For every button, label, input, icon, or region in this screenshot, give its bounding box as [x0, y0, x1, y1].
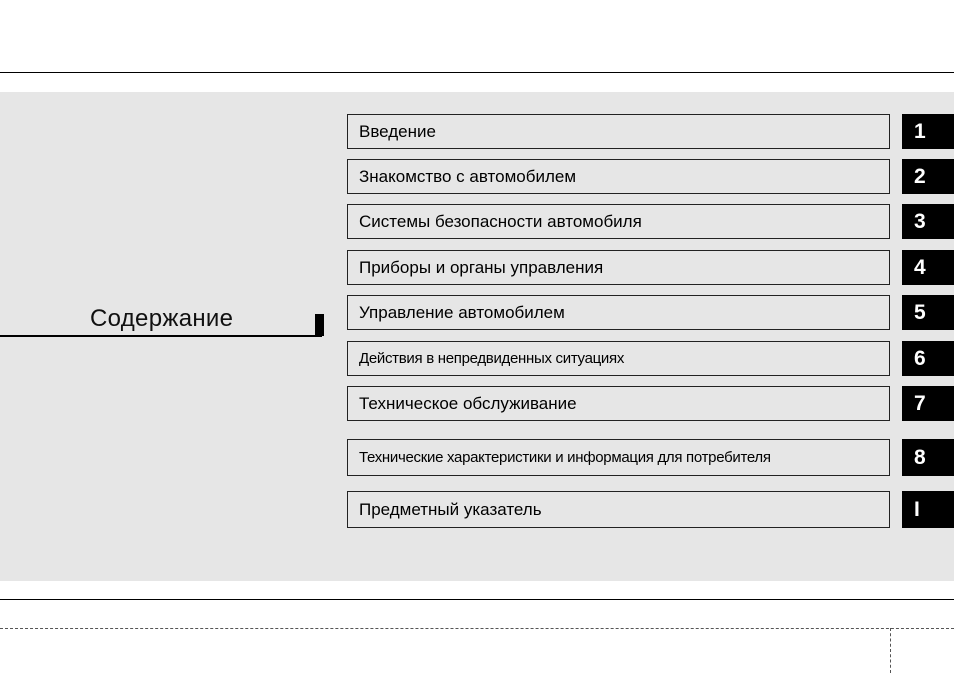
toc-item-instruments-controls[interactable]: Приборы и органы управления	[347, 250, 890, 285]
chapter-tab-index[interactable]: I	[902, 491, 954, 528]
page-title: Содержание	[90, 305, 234, 332]
cut-line-vertical	[890, 628, 891, 673]
toc-item-safety-systems[interactable]: Системы безопасности автомобиля	[347, 204, 890, 239]
chapter-tab-3[interactable]: 3	[902, 204, 954, 239]
chapter-tab-4[interactable]: 4	[902, 250, 954, 285]
toc-item-index[interactable]: Предметный указатель	[347, 491, 890, 528]
title-underline	[0, 335, 322, 337]
chapter-tab-8[interactable]: 8	[902, 439, 954, 476]
chapter-tab-1[interactable]: 1	[902, 114, 954, 149]
title-marker	[315, 314, 324, 336]
bottom-rule	[0, 599, 954, 600]
toc-item-introduction[interactable]: Введение	[347, 114, 890, 149]
chapter-tab-6[interactable]: 6	[902, 341, 954, 376]
chapter-tab-7[interactable]: 7	[902, 386, 954, 421]
toc-item-maintenance[interactable]: Техническое обслуживание	[347, 386, 890, 421]
toc-item-emergencies[interactable]: Действия в непредвиденных ситуациях	[347, 341, 890, 376]
chapter-tab-2[interactable]: 2	[902, 159, 954, 194]
chapter-tab-5[interactable]: 5	[902, 295, 954, 330]
toc-item-vehicle-overview[interactable]: Знакомство с автомобилем	[347, 159, 890, 194]
toc-item-specifications[interactable]: Технические характеристики и информация для потребителя	[347, 439, 890, 476]
top-rule	[0, 72, 954, 73]
cut-line-horizontal	[0, 628, 954, 629]
toc-item-driving[interactable]: Управление автомобилем	[347, 295, 890, 330]
